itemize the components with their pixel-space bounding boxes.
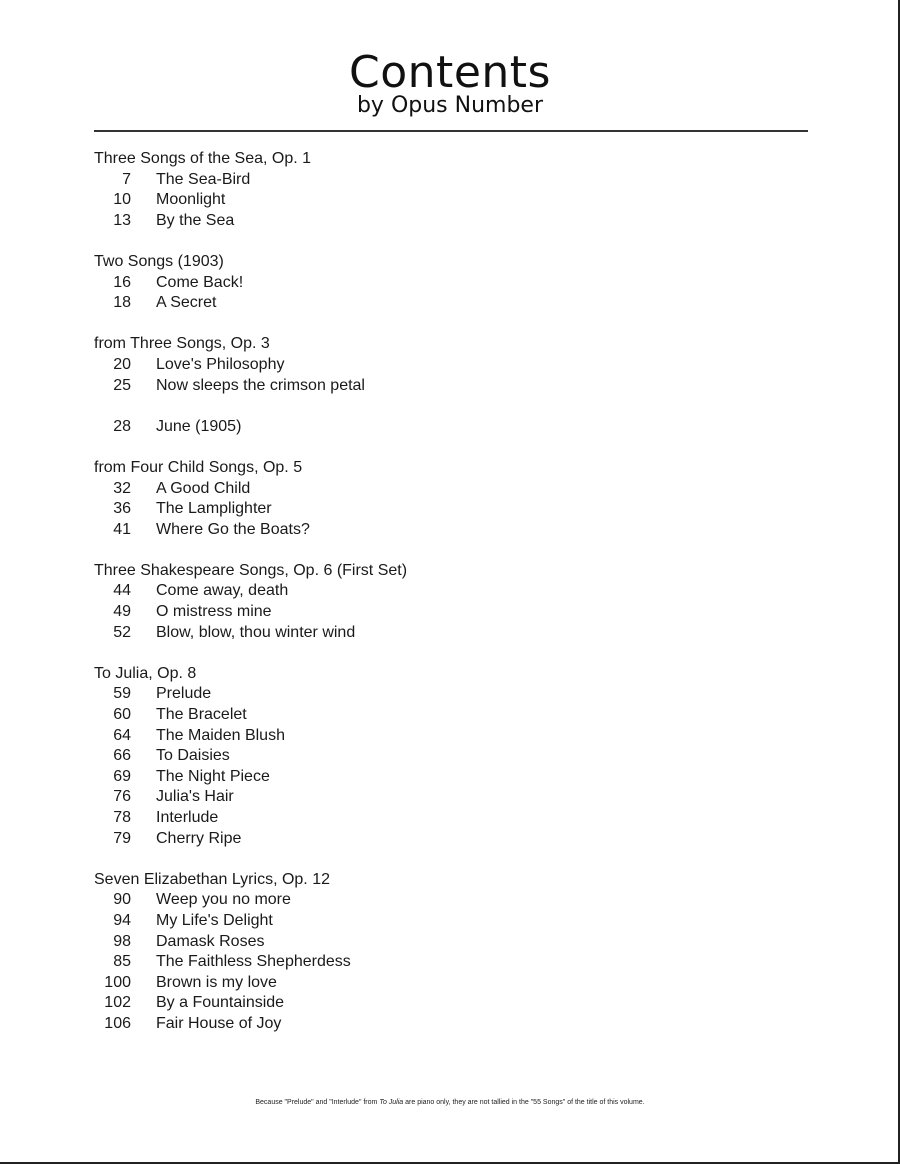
- entry-page-number: 52: [113, 623, 131, 641]
- toc-entry: [94, 170, 794, 191]
- page-subtitle: by Opus Number: [356, 93, 544, 118]
- toc-entry: [94, 602, 794, 623]
- entry-page-number: 98: [113, 932, 131, 950]
- entry-page-number: 60: [113, 706, 131, 724]
- entry-song-title: Damask Roses: [156, 932, 265, 950]
- toc-entry: [94, 211, 794, 232]
- group-title: To Julia, Op. 8: [94, 664, 197, 682]
- toc-entry: [94, 355, 794, 376]
- entry-song-title: Come Back!: [156, 273, 244, 291]
- entry-song-title: By the Sea: [156, 211, 235, 229]
- toc-entry: [94, 767, 794, 788]
- entry-page-number: 16: [113, 273, 131, 291]
- group-title: Two Songs (1903): [94, 252, 224, 270]
- toc-entry: [94, 273, 794, 294]
- toc-entry: [94, 787, 794, 808]
- entry-song-title: June (1905): [156, 417, 242, 435]
- entry-page-number: 66: [113, 747, 131, 765]
- entry-page-number: 106: [104, 1014, 131, 1032]
- entry-song-title: Julia's Hair: [156, 788, 234, 806]
- entry-song-title: The Faithless Shepherdess: [156, 953, 351, 971]
- footnote-text-start: Because "Prelude" and "Interlude" from: [255, 1099, 380, 1106]
- toc-entry: [94, 417, 794, 438]
- footnote: [0, 1098, 900, 1108]
- page-title: Contents: [349, 47, 551, 98]
- entry-song-title: The Bracelet: [156, 706, 247, 724]
- entry-page-number: 25: [113, 376, 131, 394]
- toc-group: [94, 149, 794, 231]
- entry-song-title: My Life's Delight: [156, 911, 273, 929]
- toc-entry: [94, 581, 794, 602]
- entry-page-number: 94: [113, 911, 131, 929]
- entry-song-title: To Daisies: [156, 747, 230, 765]
- entry-page-number: 64: [113, 726, 131, 744]
- entry-page-number: 90: [113, 891, 131, 909]
- entry-page-number: 78: [113, 809, 131, 826]
- entry-page-number: 36: [113, 500, 131, 518]
- toc-group: [94, 458, 794, 540]
- entry-song-title: The Sea-Bird: [156, 170, 251, 188]
- entry-song-title: By a Fountainside: [156, 994, 285, 1012]
- entry-song-title: The Lamplighter: [156, 500, 272, 518]
- entry-song-title: Prelude: [156, 685, 212, 703]
- entry-song-title: Moonlight: [156, 191, 226, 209]
- toc-group: [94, 561, 794, 643]
- toc-entry: [94, 993, 794, 1014]
- entry-page-number: 85: [113, 953, 131, 971]
- toc-entry: [94, 190, 794, 211]
- toc-entry: [94, 973, 794, 994]
- entry-page-number: 59: [113, 685, 131, 703]
- title-rule: [94, 130, 808, 132]
- entry-page-number: 7: [122, 170, 131, 188]
- entry-page-number: 102: [104, 994, 131, 1012]
- entry-song-title: A Good Child: [156, 479, 251, 497]
- toc-entry: [94, 293, 794, 314]
- toc-group: [94, 870, 794, 1035]
- toc-entry: [94, 499, 794, 520]
- entry-page-number: 13: [113, 211, 131, 229]
- entry-song-title: Blow, blow, thou winter wind: [156, 623, 356, 641]
- group-title: Three Shakespeare Songs, Op. 6 (First Set): [94, 561, 408, 579]
- group-title: Three Songs of the Sea, Op. 1: [94, 150, 312, 167]
- toc-entry: [94, 1014, 794, 1035]
- toc-entry: [94, 808, 794, 829]
- entry-song-title: Where Go the Boats?: [156, 520, 310, 538]
- entry-song-title: Now sleeps the crimson petal: [156, 376, 365, 394]
- toc-entry: [94, 479, 794, 500]
- table-of-contents: [94, 149, 794, 1055]
- toc-group: [94, 417, 794, 438]
- entry-page-number: 32: [113, 479, 131, 497]
- entry-page-number: 10: [113, 191, 131, 209]
- entry-song-title: A Secret: [156, 294, 217, 312]
- toc-group: [94, 252, 794, 314]
- entry-page-number: 20: [113, 355, 131, 373]
- entry-page-number: 76: [113, 788, 131, 806]
- toc-entry: [94, 952, 794, 973]
- toc-entry: [94, 890, 794, 911]
- toc-entry: [94, 705, 794, 726]
- group-title: Seven Elizabethan Lyrics, Op. 12: [94, 870, 330, 888]
- entry-song-title: O mistress mine: [156, 603, 272, 621]
- toc-group: [94, 334, 794, 396]
- entry-song-title: The Night Piece: [156, 767, 270, 785]
- toc-entry: [94, 911, 794, 932]
- entry-page-number: 41: [113, 520, 131, 538]
- footnote-text-end: are piano only, they are not tallied in the "55 Songs" of the title of this volume.: [403, 1099, 645, 1106]
- entry-page-number: 49: [113, 603, 131, 621]
- group-title: from Four Child Songs, Op. 5: [94, 458, 303, 476]
- toc-entry: [94, 684, 794, 705]
- entry-song-title: The Maiden Blush: [156, 726, 285, 744]
- toc-entry: [94, 376, 794, 397]
- toc-entry: [94, 829, 794, 850]
- entry-page-number: 100: [104, 973, 131, 991]
- toc-entry: [94, 932, 794, 953]
- group-title: from Three Songs, Op. 3: [94, 335, 270, 353]
- toc-entry: [94, 520, 794, 541]
- entry-page-number: 69: [113, 767, 131, 785]
- entry-page-number: 28: [113, 417, 131, 435]
- entry-song-title: Weep you no more: [156, 891, 291, 909]
- entry-song-title: Love's Philosophy: [156, 355, 285, 373]
- entry-song-title: Interlude: [156, 809, 219, 826]
- toc-entry: [94, 623, 794, 644]
- entry-song-title: Come away, death: [156, 582, 289, 600]
- entry-song-title: Fair House of Joy: [156, 1014, 282, 1032]
- entry-song-title: Cherry Ripe: [156, 829, 242, 847]
- toc-entry: [94, 726, 794, 747]
- toc-group: [94, 664, 794, 849]
- toc-entry: [94, 746, 794, 767]
- footnote-italic-title: To Julia: [379, 1099, 404, 1106]
- entry-page-number: 18: [113, 294, 131, 312]
- entry-page-number: 44: [113, 582, 131, 600]
- entry-song-title: Brown is my love: [156, 973, 277, 991]
- entry-page-number: 79: [113, 829, 131, 847]
